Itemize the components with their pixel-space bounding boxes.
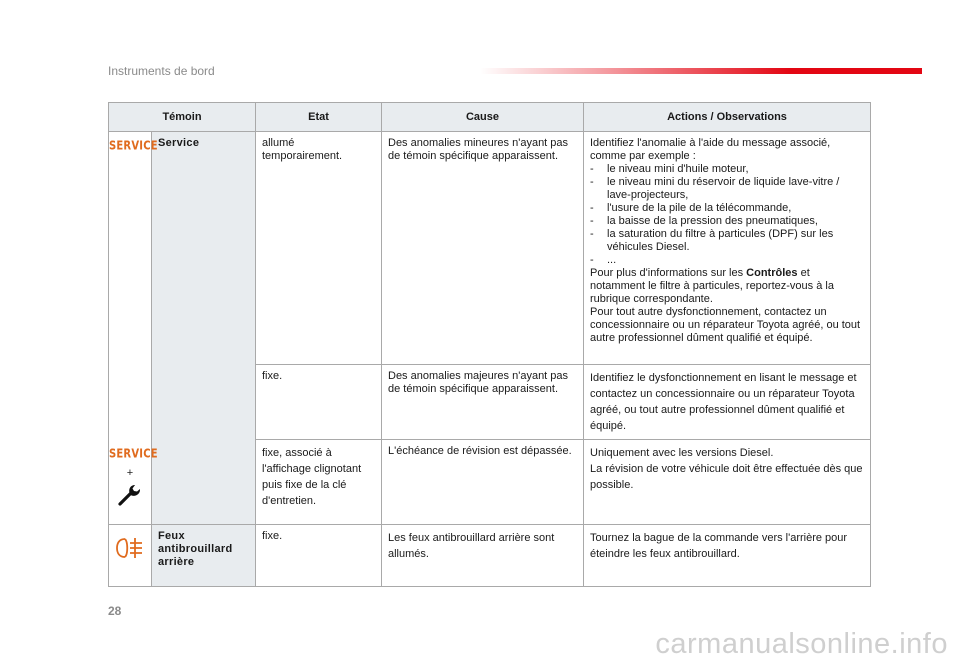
anomaly-list bbox=[590, 163, 864, 267]
list-item: - le niveau mini du réservoir de liquide lave-vitre / lave-projecteurs, bbox=[590, 176, 864, 202]
icon-cell-empty bbox=[109, 365, 152, 440]
warning-name-service: Service bbox=[152, 132, 256, 525]
table-header-row bbox=[109, 103, 871, 132]
watermark: carmanualsonline.info bbox=[655, 628, 948, 660]
table-row bbox=[109, 132, 871, 365]
revision-text: La révision de votre véhicule doit être effectuée dès que possible. bbox=[590, 463, 863, 491]
more-info-suffix: et notamment le filtre à particules, reportez-vous à la rubrique correspondante. bbox=[590, 267, 834, 305]
cause-cell: Des anomalies mineures n'ayant pas de témoin spécifique apparaissent. bbox=[382, 132, 584, 365]
diesel-only-text: Uniquement avec les versions Diesel. bbox=[590, 447, 774, 459]
actions-intro: Identifiez l'anomalie à l'aide du message associé, comme par exemple : bbox=[590, 137, 831, 162]
rear-fog-light-icon bbox=[115, 537, 145, 559]
service-warning-icon: SERVICE bbox=[109, 447, 158, 461]
wrench-icon bbox=[117, 482, 143, 508]
list-item: - la saturation du filtre à particules (DPF) sur les véhicules Diesel. bbox=[590, 228, 864, 254]
section-title: Instruments de bord bbox=[108, 64, 215, 78]
etat-cell: fixe. bbox=[256, 365, 382, 440]
column-header-etat: Etat bbox=[256, 103, 382, 132]
list-item: - l'usure de la pile de la télécommande, bbox=[590, 202, 864, 215]
other-malfunction-text: Pour tout autre dysfonctionnement, contactez un concessionnaire ou un réparateur Toyota agréé, ou tout autre professionnel dûment qualifié et équipé. bbox=[590, 306, 861, 344]
plus-icon: + bbox=[126, 466, 134, 479]
column-header-actions: Actions / Observations bbox=[584, 103, 871, 132]
more-info-prefix: Pour plus d'informations sur les bbox=[590, 267, 747, 279]
etat-cell: fixe, associé à l'affichage clignotant puis fixe de la clé d'entretien. bbox=[256, 440, 382, 525]
column-header-temoin: Témoin bbox=[109, 103, 256, 132]
service-maintenance-icon-cell bbox=[109, 440, 158, 525]
actions-cell: Identifiez le dysfonctionnement en lisant le message et contactez un concessionnaire ou un réparateur Toyota agréé, ou tout autre professionnel dûment qualifié et équipé. bbox=[584, 365, 871, 440]
list-item: - le niveau mini d'huile moteur, bbox=[590, 163, 864, 176]
fog-icon-cell bbox=[109, 525, 152, 587]
warning-name-fog: Feux antibrouillard arrière bbox=[152, 525, 256, 587]
column-header-cause: Cause bbox=[382, 103, 584, 132]
list-item: - ... bbox=[590, 254, 864, 267]
cause-cell: L'échéance de révision est dépassée. bbox=[382, 440, 584, 525]
actions-cell bbox=[584, 440, 871, 525]
service-warning-icon: SERVICE bbox=[109, 139, 158, 154]
cause-cell: Des anomalies majeures n'ayant pas de témoin spécifique apparaissent. bbox=[382, 365, 584, 440]
etat-cell: allumé temporairement. bbox=[256, 132, 382, 365]
controles-reference: Contrôles bbox=[746, 267, 798, 279]
service-icon-cell bbox=[109, 132, 158, 365]
list-item: - la baisse de la pression des pneumatiques, bbox=[590, 215, 864, 228]
header-accent-bar bbox=[480, 68, 922, 74]
actions-cell bbox=[584, 132, 871, 365]
actions-cell: Tournez la bague de la commande vers l'arrière pour éteindre les feux antibrouillard. bbox=[584, 525, 871, 587]
more-info-text bbox=[590, 267, 864, 306]
warning-lights-table bbox=[108, 102, 871, 587]
etat-cell: fixe. bbox=[256, 525, 382, 587]
table-row bbox=[109, 525, 871, 587]
page-number: 28 bbox=[108, 604, 122, 618]
cause-cell: Les feux antibrouillard arrière sont allumés. bbox=[382, 525, 584, 587]
